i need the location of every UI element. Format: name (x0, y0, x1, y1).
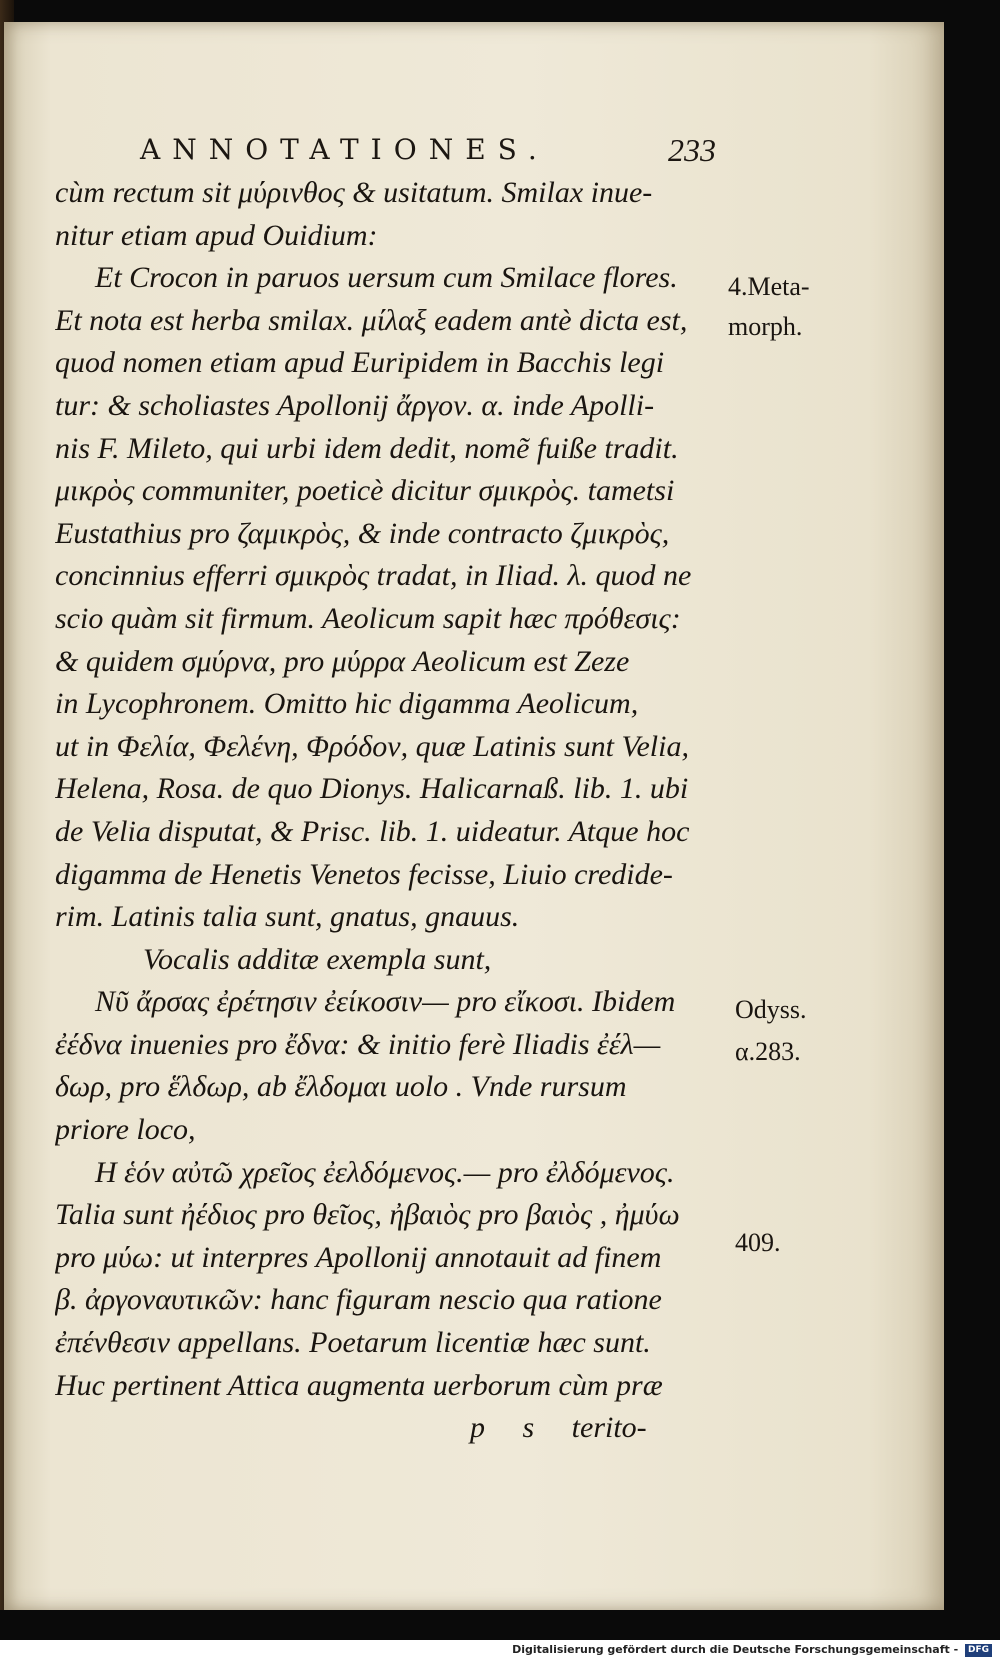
text-line: δωρ, pro ἕλδωρ, ab ἔλδομαι uolo . Vnde rursum (55, 1070, 627, 1104)
margin-note-metamorph-2: morph. (728, 312, 803, 341)
text-line: quod nomen etiam apud Euripidem in Bacchis legi (55, 346, 665, 380)
text-line: tur: & scholiastes Apollonij ἄργον. α. inde Apolli- (55, 388, 655, 422)
text-line: in Lycophronem. Omitto hic digamma Aeolicum, (55, 687, 639, 721)
margin-note-odyss-2: α.283. (735, 1037, 801, 1066)
text-line: nis F. Mileto, qui urbi idem dedit, nomẽ fuiße tradit. (55, 431, 679, 465)
page-number: 233 (668, 132, 716, 168)
text-line: ἐέδνα inuenies pro ἔδνα: & initio ferè Iliadis ἐέλ— (55, 1027, 661, 1061)
text-line: Eustathius pro ζαμικρὸς, & inde contracto ζμικρὸς, (55, 516, 670, 550)
text-line: Η ἑόν αὐτῶ χρεῖος ἐελδόμενος.— pro ἐλδόμενος. (95, 1155, 675, 1189)
credit-text: Digitalisierung gefördert durch die Deutsche Forschungsgemeinschaft - (512, 1643, 959, 1656)
digitization-credit (512, 1643, 992, 1657)
text-line: Νῦ ἄρσας ἐρέτησιν ἐείκοσιν— pro εἴκοσι. Ibidem (95, 985, 676, 1019)
catchwords: p s terito- (470, 1411, 647, 1445)
dfg-logo-badge: DFG (965, 1644, 992, 1657)
margin-note-metamorph-1: 4.Meta- (728, 272, 810, 301)
text-line: ἐπένθεσιν appellans. Poetarum licentiæ hæc sunt. (55, 1326, 651, 1360)
text-line: concinnius efferri σμικρὸς tradat, in Iliad. λ. quod ne (55, 559, 692, 593)
text-line: Et Crocon in paruos uersum cum Smilace flores. (95, 261, 678, 295)
margin-note-odyss-1: Odyss. (735, 995, 807, 1024)
text-line: Helena, Rosa. de quo Dionys. Halicarnaß. lib. 1. ubi (55, 772, 689, 806)
text-line: cùm rectum sit μύρινθος & usitatum. Smilax inue- (55, 176, 653, 209)
main-text (55, 172, 735, 1450)
text-line: priore loco, (55, 1113, 196, 1147)
running-head: ANNOTATIONES. (140, 133, 549, 166)
text-line: ut in Φελία, Φελένη, Φρόδον, quæ Latinis sunt Velia, (55, 729, 689, 763)
text-line: rim. Latinis talia sunt, gnatus, gnauus. (55, 900, 520, 934)
text-line: Talia sunt ἠέδιος pro θεῖος, ἠβαιὸς pro βαιὸς , ἠμύω (55, 1198, 680, 1232)
text-line: Vocalis additæ exempla sunt, (143, 942, 492, 976)
text-line: Et nota est herba smilax. μίλαξ eadem antè dicta est, (55, 303, 688, 337)
text-line: Huc pertinent Attica augmenta uerborum cùm præ (55, 1368, 663, 1402)
text-line: & quidem σμύρνα, pro μύρρα Aeolicum est Zeze (55, 644, 630, 678)
margin-note-409: 409. (735, 1228, 781, 1257)
text-line: μικρὸς communiter, poeticè dicitur σμικρὸς. tametsi (55, 474, 675, 508)
text-line: β. ἀργοναυτικῶν: hanc figuram nescio qua ratione (55, 1283, 662, 1317)
text-line: de Velia disputat, & Prisc. lib. 1. uideatur. Atque hoc (55, 814, 690, 848)
text-line: pro μύω: ut interpres Apollonij annotauit ad finem (55, 1240, 662, 1274)
text-line: nitur etiam apud Ouidium: (55, 218, 378, 252)
text-line: scio quàm sit firmum. Aeolicum sapit hæc πρόθεσις: (55, 601, 681, 635)
text-line: digamma de Henetis Venetos fecisse, Liuio credide- (55, 857, 673, 891)
